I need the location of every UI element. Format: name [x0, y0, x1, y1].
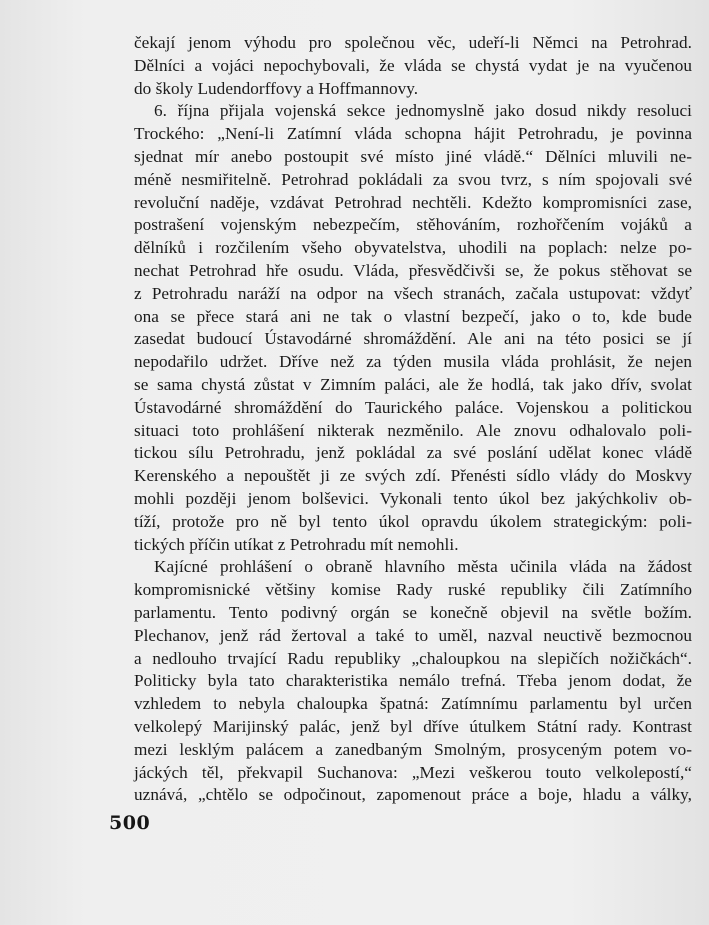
- text-line: dělníků i rozčilením všeho obyvatelstva, uhodili na poplach: nelze po-: [134, 238, 692, 258]
- body-text: [134, 32, 692, 807]
- text-line: nepodařilo udržet. Dříve než za týden musila vláda prohlásit, že nejen: [134, 352, 692, 372]
- text-line: tickou sílu Petrohradu, jenž pokládal za své poslání udělat konec vládě: [134, 443, 692, 463]
- text-line: méně nesmiřitelně. Petrohrad pokládali za svou tvrz, s ním spojovali své: [134, 169, 692, 189]
- text-line: postrašení vojenským nebezpečím, stěhováním, rozhořčením vojáků a: [134, 215, 692, 235]
- text-line: Kerenského a nepouštět ji ze svých zdí. Přenésti sídlo vlády do Moskvy: [134, 466, 692, 486]
- text-line: Plechanov, jenž rád žertoval a také to uměl, nazval neuctivě bezmocnou: [134, 625, 692, 645]
- paragraph-start-line: 6. října přijala vojenská sekce jednomyslně jako dosud nikdy resoluci: [154, 101, 692, 121]
- text-line: vzhledem to nebyla chaloupka špatná: Zatímnímu parlamentu byl určen: [134, 694, 692, 714]
- text-line: Trockého: „Není-li Zatímní vláda schopna hájit Petrohradu, je povinna: [134, 124, 692, 144]
- text-line: nechat Petrohrad hře osudu. Vláda, přesvědčivši se, že pokus stěhovat se: [134, 260, 692, 280]
- text-line: se sama chystá zůstat v Zimním paláci, ale že hodlá, tak jako dřív, svolat: [134, 374, 692, 394]
- text-line: tických příčin utíkat z Petrohradu mít nemohli.: [134, 534, 459, 554]
- text-line: situaci toto prohlášení nikterak nezměnilo. Ale znovu odhalovalo poli-: [134, 420, 692, 440]
- text-line: ona se přece stará ani ne tak o vlastní bezpečí, jako o to, kde bude: [134, 306, 692, 326]
- text-line: kompromisnické většiny komise Rady ruské republiky čili Zatímního: [134, 580, 692, 600]
- text-line: čekají jenom výhodu pro společnou věc, udeří-li Němci na Petrohrad.: [134, 33, 692, 52]
- text-line: velkolepý Marijinský palác, jenž byl dříve útulkem Státní rady. Kontrast: [134, 716, 692, 736]
- text-line: Politicky byla tato charakteristika nemálo trefná. Třeba jenom dodat, že: [134, 671, 692, 691]
- text-line: do školy Ludendorffovy a Hoffmannovy.: [134, 78, 419, 98]
- text-line: revoluční naděje, vzdávat Petrohrad nechtěli. Kdežto kompromisníci zase,: [134, 192, 692, 212]
- text-line: a nedlouho trvající Radu republiky „chaloupkou na slepičích nožičkách“.: [134, 648, 692, 668]
- paragraph-start-line: Kajícné prohlášení o obraně hlavního města učinila vláda na žádost: [154, 557, 692, 577]
- text-line: zasedat budoucí Ústavodárné shromáždění. Ale ani na této posici se jí: [134, 329, 692, 349]
- page-number: 500: [109, 812, 151, 834]
- text-line: Ústavodárné shromáždění do Taurického paláce. Vojenskou a politickou: [134, 397, 692, 417]
- text-line: sjednat mír anebo postoupit své místo jiné vládě.“ Dělníci mluvili ne-: [134, 146, 692, 166]
- text-line: tíží, protože pro ně byl tento úkol opravdu úkolem strategickým: poli-: [134, 511, 692, 531]
- text-line: Dělníci a vojáci nepochybovali, že vláda se chystá vydat je na vyučenou: [134, 55, 692, 75]
- text-line: parlamentu. Tento podivný orgán se konečně objevil na světle božím.: [134, 602, 692, 622]
- text-line: mohli později jenom bolševici. Vykonali tento úkol bez jakýchkoliv ob-: [134, 488, 692, 508]
- text-line: mezi lesklým palácem a zanedbaným Smolným, prosyceným potem vo-: [134, 739, 692, 759]
- text-line: z Petrohradu naráží na odpor na všech stranách, začala ustupovat: vždyť: [134, 283, 692, 303]
- text-line: jáckých těl, překvapil Suchanova: „Mezi veškerou touto velkolepostí,“: [134, 762, 692, 782]
- text-line: uznává, „chtělo se odpočinout, zapomenout práce a boje, hladu a války,: [134, 785, 692, 805]
